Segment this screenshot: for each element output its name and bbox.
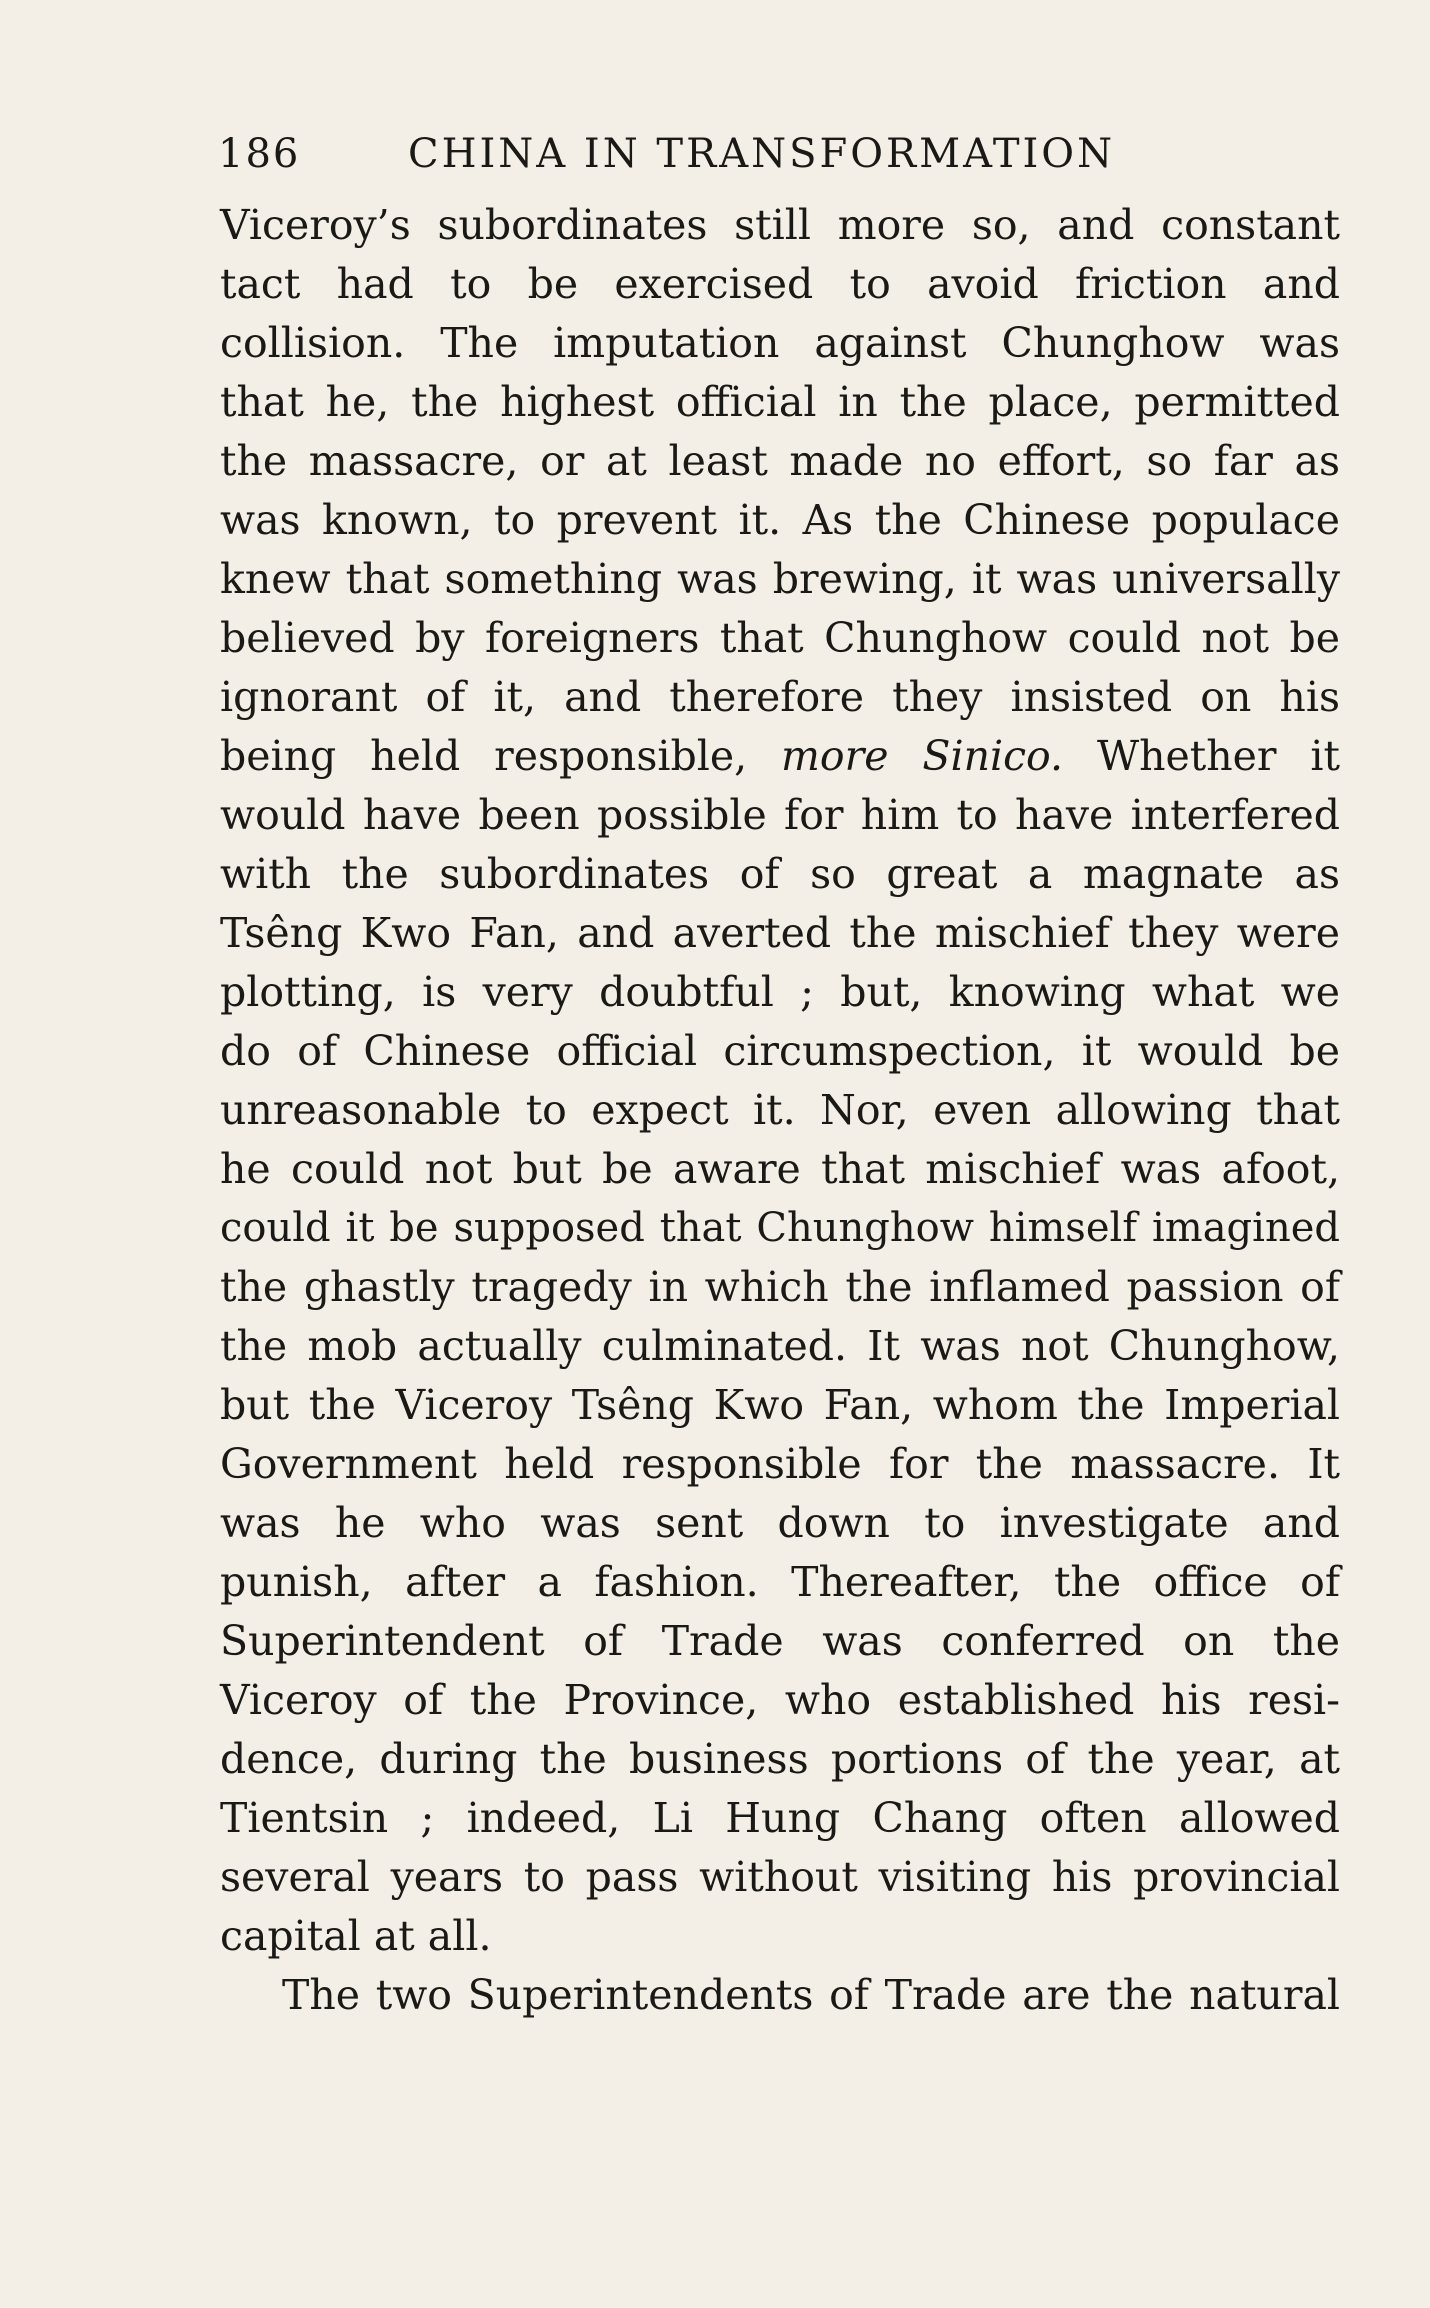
- text-line: do of Chinese official circumspection, it would be: [220, 1027, 1340, 1075]
- text-line: Viceroy of the Province, who established his resi-: [220, 1676, 1340, 1724]
- text-line: [220, 727, 1340, 786]
- text-line: capital at all.: [220, 1912, 492, 1960]
- text-line: he could not but be aware that mischief was afoot,: [220, 1145, 1340, 1193]
- text-line: dence, during the business portions of the year, at: [220, 1735, 1340, 1783]
- body-text: [220, 196, 1340, 2025]
- running-title: CHINA IN TRANSFORMATION: [408, 131, 1116, 177]
- text-line: collision. The imputation against Chunghow was: [220, 319, 1340, 367]
- text-line: could it be supposed that Chunghow himself imagined: [220, 1205, 1340, 1251]
- text-line: believed by foreigners that Chunghow could not be: [220, 614, 1340, 662]
- text-line: Tientsin ; indeed, Li Hung Chang often allowed: [220, 1794, 1340, 1842]
- text-line: knew that something was brewing, it was universally: [220, 555, 1340, 603]
- text-segment: being held responsible,: [220, 732, 782, 780]
- text-line: unreasonable to expect it. Nor, even allowing that: [220, 1086, 1340, 1134]
- text-line: would have been possible for him to have interfered: [220, 791, 1340, 839]
- running-header: [218, 124, 1358, 184]
- text-line: was he who was sent down to investigate and: [220, 1499, 1340, 1547]
- text-line: but the Viceroy Tsêng Kwo Fan, whom the Imperial: [220, 1381, 1340, 1429]
- text-line: with the subordinates of so great a magnate as: [220, 850, 1340, 898]
- text-line: tact had to be exercised to avoid friction and: [220, 260, 1340, 308]
- text-line: punish, after a fashion. Thereafter, the office of: [220, 1558, 1340, 1606]
- text-line: Tsêng Kwo Fan, and averted the mischief they were: [220, 909, 1340, 957]
- text-line: was known, to prevent it. As the Chinese populace: [220, 496, 1340, 544]
- page-number: 186: [218, 131, 301, 177]
- italic-phrase: more Sinico.: [781, 732, 1064, 780]
- text-line: ignorant of it, and therefore they insisted on his: [220, 673, 1340, 721]
- text-line: Government held responsible for the massacre. It: [220, 1440, 1340, 1488]
- text-line: the ghastly tragedy in which the inflamed passion of: [220, 1263, 1340, 1311]
- text-line: Superintendent of Trade was conferred on the: [220, 1617, 1340, 1665]
- text-line: several years to pass without visiting his provincial: [220, 1853, 1340, 1901]
- text-line: plotting, is very doubtful ; but, knowing what we: [220, 968, 1340, 1016]
- text-line: The two Superintendents of Trade are the natural: [282, 1971, 1340, 2019]
- text-line: the massacre, or at least made no effort, so far as: [220, 437, 1340, 485]
- text-line: the mob actually culminated. It was not Chunghow,: [220, 1322, 1340, 1370]
- text-line: Viceroy’s subordinates still more so, and constant: [220, 201, 1340, 249]
- text-line: that he, the highest official in the place, permitted: [220, 378, 1340, 426]
- text-segment: Whether it: [1063, 732, 1340, 780]
